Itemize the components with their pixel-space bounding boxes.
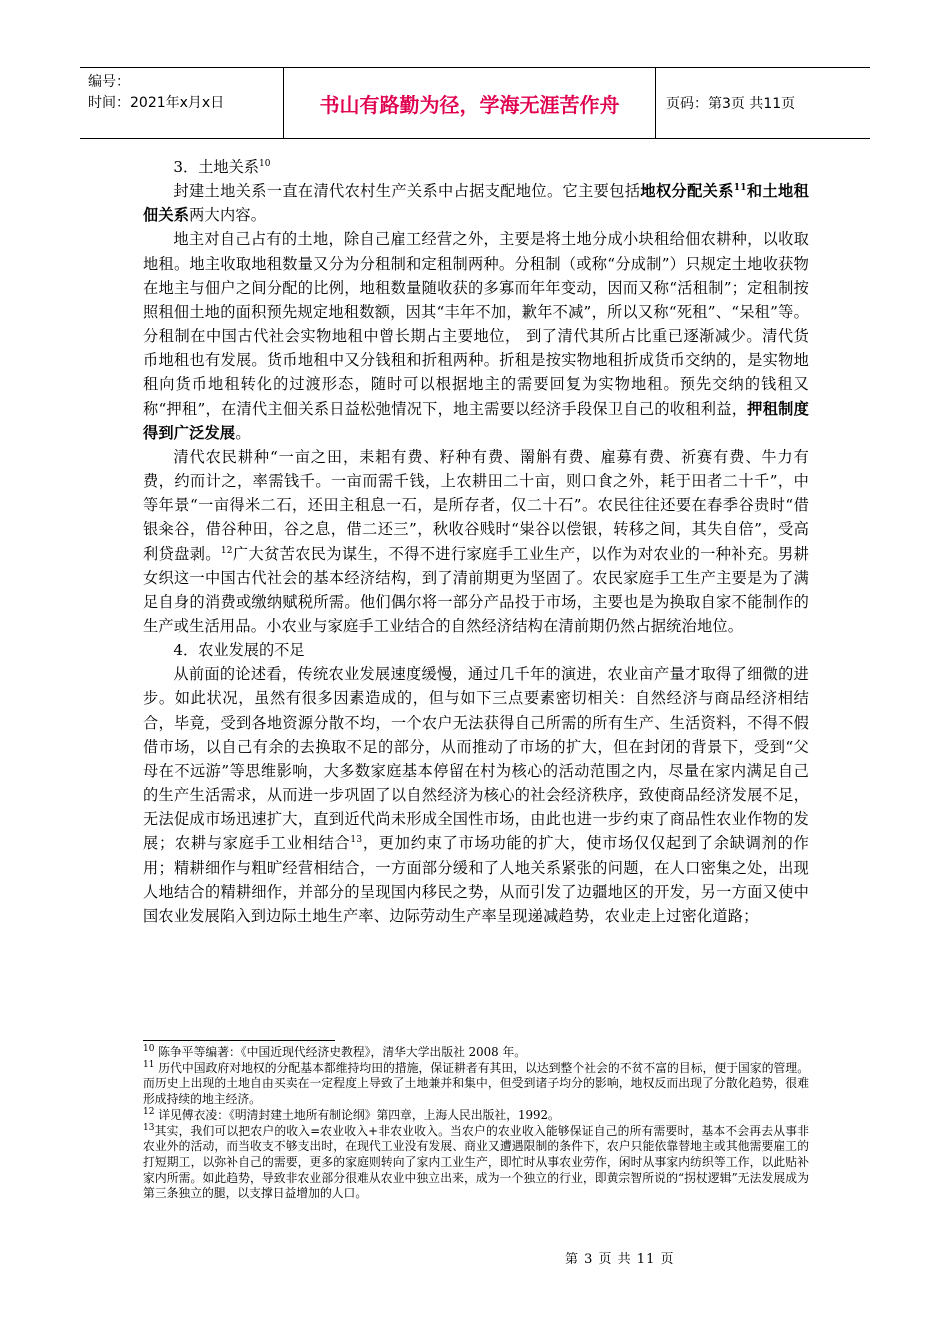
footnote-13: $^{13}$其实，我们可以把农户的收入=农业收入+非农业收入。当农户的农业收入能够保证自己的所有需要时，基本不会再去从事非农业外的活动，而当收支不够支出时，在现代工业没有发展、商业又遭遇限制的条件下，农户只能依靠替地主或其他需要雇工的打短期工，以弥补自己的需要，更多的家庭则转向了家内工业生产，即忙时从事农业劳作，闲时从事家内纺织等工作，以此贴补家内所需。如此趋势，导致非农业部分很难从农业中独立出来，成为一个独立的行业，即黄宗智所说的“拐杖逻辑”无法发展成为第三条独立的腿，以支撑日益增加的人口。: [143, 1122, 809, 1201]
footnote-11: $^{11}$ 历代中国政府对地权的分配基本都维持均田的措施，保证耕者有其田，以达到整个社会的不贫不富的目标，便于国家的管理。而历史上出现的土地自由买卖在一定程度上导致了土地兼并和集中，但受到诸子均分的影响，地权反而出现了分散化趋势，很难形成持续的地主经济。: [143, 1059, 809, 1107]
emphasis-land-rights: 地权分配关系: [640, 182, 734, 201]
page-header: [80, 67, 870, 139]
footnote-12: $^{12}$ 详见傅衣凌：《明清封建土地所有制论纲》第四章，上海人民出版社，1992。: [143, 1106, 560, 1122]
footnote-10: $^{10}$ 陈争平等编著：《中国近现代经济史教程》，清华大学出版社 2008 年。: [143, 1044, 527, 1059]
paragraph-land-relations: 封建土地关系一直在清代农村生产关系中占据支配地位。它主要包括地权分配关系$^{11}$和土地租佃关系两大内容。: [143, 182, 810, 225]
footnote-ref-11: 11: [733, 183, 747, 194]
section-4-heading: 4．农业发展的不足: [173, 641, 305, 660]
time-label: 时间：2021年x月x日: [88, 95, 225, 111]
footnote-ref-10: 10: [259, 158, 271, 169]
emphasis-tenancy: 和土地租佃关系: [143, 182, 810, 225]
header-motto: 书山有路勤为径，学海无涯苦作舟: [284, 68, 656, 138]
header-page-label: 页码：第3页 共11页: [666, 96, 796, 112]
section-3-heading: 3．土地关系$^{10}$: [173, 158, 271, 176]
number-label: 编号：: [88, 74, 130, 90]
paragraph-rent-system: 地主对自己占有的土地，除自己雇工经营之外，主要是将土地分成小块租给佃农耕种，以收取地租。地主收取地租数量又分为分租制和定租制两种。分租制（或称“分成制”）只规定土地收获物在地主与佃户之间分配的比例，地租数量随收获的多寡而年年变动，因而又称“活租制”；定租制按照租佃土地的面积预先规定地租数额，因其“丰年不加，歉年不减”，所以又称“死租”、“呆租”等。分租制在中国古代社会实物地租中曾长期占主要地位， 到了清代其所占比重已逐渐减少。清代货币地租也有发展。货币地租中又分钱租和折租两种。折租是按实物地租折成货币交纳的，是实物地租向货币地租转化的过渡形态，随时可以根据地主的需要回复为实物地租。预先交纳的钱租又称“押租”，在清代主佃关系日益松弛情况下，地主需要以经济手段保卫自己的收租利益，押租制度得到广泛发展。: [143, 230, 809, 442]
footnote-ref-12: 12: [220, 545, 233, 556]
emphasis-deposit-rent: 押租制度得到广泛发展: [143, 399, 809, 442]
paragraph-agri-shortcomings: 从前面的论述看，传统农业发展速度缓慢，通过几千年的演进，农业亩产量才取得了细微的进步。如此状况，虽然有很多因素造成的，但与如下三点要素密切相关：自然经济与商品经济相结合，毕竟，受到各地资源分散不均，一个农户无法获得自己所需的所有生产、生活资料，不得不假借市场，以自己有余的去换取不足的部分，从而推动了市场的扩大，但在封闭的背景下，受到“父母在不远游”等思维影响，大多数家庭基本停留在村为核心的活动范围之内，尽量在家内满足自己的生产生活需求，从而进一步巩固了以自然经济为核心的社会经济秩序，致使商品经济发展不足，无法促成市场迅速扩大，直到近代尚未形成全国性市场，由此也进一步约束了商品性农业作物的发展；农耕与家庭手工业相结合$^{13}$，更加约束了市场功能的扩大，使市场仅仅起到了余缺调剂的作用；精耕细作与粗旷经营相结合，一方面部分缓和了人地关系紧张的问题，在人口密集之处，出现人地结合的精耕细作，并部分的呈现国内移民之势，从而引发了边疆地区的开发，另一方面又使中国农业发展陷入到边际土地生产率、边际劳动生产率呈现递减趋势，农业走上过密化道路；: [143, 665, 809, 925]
footnote-ref-13: 13: [350, 835, 363, 846]
page-number-footer: 第 3 页 共 11 页: [565, 1252, 675, 1267]
footnote-separator: [143, 1040, 335, 1041]
document-body: [143, 155, 809, 928]
header-meta: [80, 68, 284, 138]
footnotes: [143, 1045, 809, 1202]
paragraph-peasant-costs: 清代农民耕种“一亩之田，耒耜有费、籽种有费、罱斛有费、雇募有费、祈赛有费、牛力有费，约而计之，率需钱千。一亩而需千钱，上农耕田二十亩，则口食之外，耗于田者二十千”，中等年景“一亩得米二石，还田主租息一石，是所存者，仅二十石”。农民往往还要在春季谷贵时“借银籴谷，借谷种田，谷之息，借二还三”，秋收谷贱时“粜谷以偿银，转移之间，其失自倍”，受高利贷盘剥。$^{12}$广大贫苦农民为谋生，不得不进行家庭手工业生产，以作为对农业的一种补充。男耕女织这一中国古代社会的基本经济结构，到了清前期更为坚固了。农民家庭手工生产主要是为了满足自身的消费或缴纳赋税所需。他们偶尔将一部分产品投于市场，主要也是为换取自家不能制作的生产或生活用品。小农业与家庭手工业结合的自然经济结构在清前期仍然占据统治地位。: [143, 447, 809, 635]
